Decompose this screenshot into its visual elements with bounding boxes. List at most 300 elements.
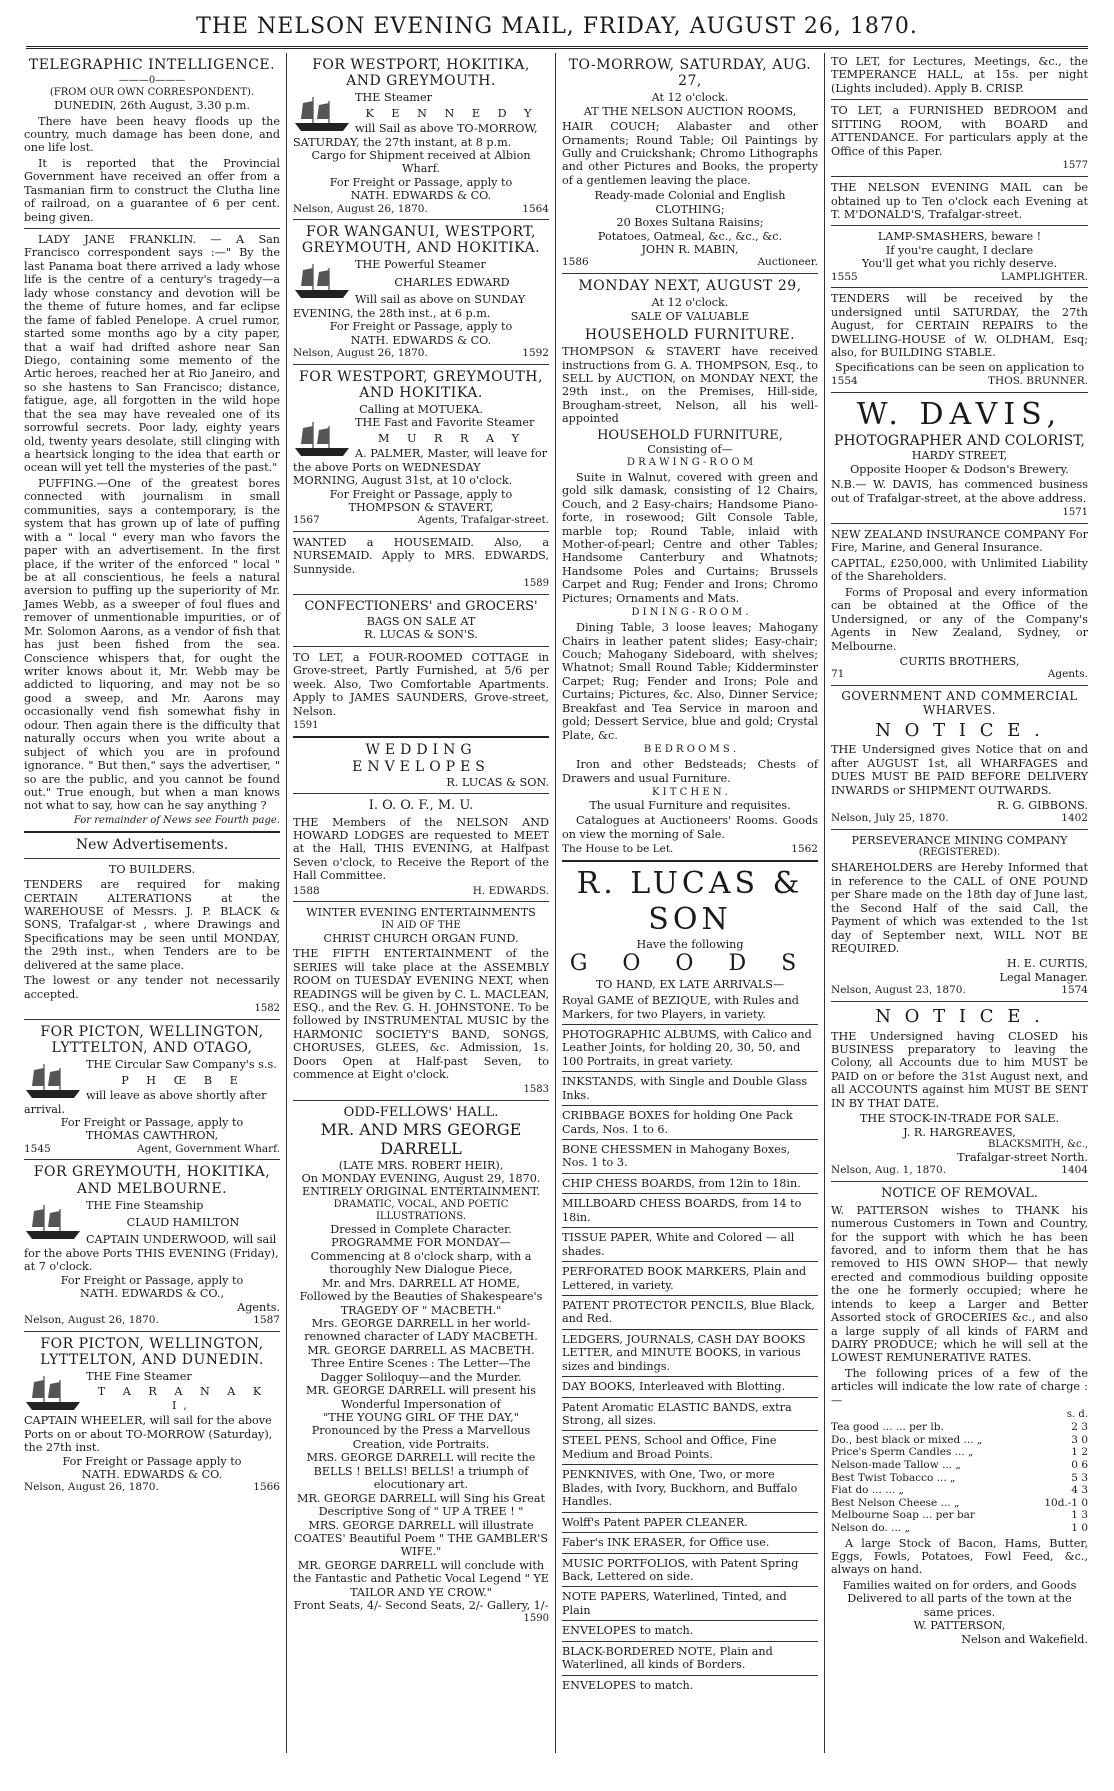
price-value: 0 6 bbox=[1071, 1459, 1088, 1472]
ad-number: 1592 bbox=[522, 347, 549, 360]
divider bbox=[562, 1430, 818, 1431]
ad-body: The following prices of a few of the articles will indicate the low rate of charge :— bbox=[831, 1366, 1088, 1407]
divider bbox=[24, 1019, 280, 1020]
ad-body: For Freight or Passage, apply to bbox=[60, 1273, 244, 1287]
ad-body: THE Fast and Favorite Steamer bbox=[355, 416, 535, 430]
ship-icon bbox=[293, 93, 351, 135]
goods-item: MILLBOARD CHESS BOARDS, from 14 to 18in. bbox=[562, 1197, 802, 1224]
price-value: 5 3 bbox=[1071, 1471, 1088, 1484]
ad-number: 1554 bbox=[831, 374, 858, 387]
ad-body: For Freight or Passage, apply to bbox=[329, 320, 513, 334]
ad-date: Nelson, August 26, 1870. bbox=[293, 202, 428, 215]
price-row bbox=[831, 1484, 1088, 1497]
davis-heading: W. DAVIS, bbox=[856, 396, 1063, 432]
ad-number: 1587 bbox=[253, 1314, 280, 1327]
price-item: Best Nelson Cheese ... „ bbox=[831, 1496, 960, 1509]
ad-number: 1577 bbox=[1062, 160, 1088, 172]
ad-heading: PERSEVERANCE MINING COMPANY bbox=[851, 833, 1068, 847]
ad-body: TO HAND, EX LATE ARRIVALS— bbox=[595, 977, 785, 991]
ad-body: Catalogues at Auctioneers' Rooms. Goods on view the morning of Sale. bbox=[562, 814, 818, 841]
goods-item: ENVELOPES to match. bbox=[562, 1624, 694, 1638]
divider bbox=[24, 1159, 280, 1160]
divider bbox=[562, 1532, 818, 1533]
divider bbox=[293, 364, 549, 365]
ad-body: will Sail as above TO-MORROW, SATURDAY, the 27th instant, at 8 p.m. bbox=[293, 122, 538, 149]
price-row bbox=[831, 1446, 1088, 1459]
goods-item: BLACK-BORDERED NOTE, Plain and Waterlined, all kinds of Borders. bbox=[562, 1644, 773, 1672]
price-item: Tea good ... ... per lb. bbox=[831, 1421, 944, 1434]
ad-body: THE Undersigned having CLOSED his BUSINESS preparatory to leaving the Colony, all Accounts due to him MUST be PAID on or before the 31st August next, and all ACCOUNTS against him MUST BE SENT IN BY THAT DATE. bbox=[831, 1029, 1088, 1110]
ad-number: 1590 bbox=[523, 1612, 549, 1624]
ad-body: For Freight or Passage, apply to bbox=[329, 487, 513, 501]
ad-heading: FOR WESTPORT, GREYMOUTH, AND HOKITIKA. bbox=[299, 368, 543, 401]
ad-body: THE Fine Steamship bbox=[86, 1198, 204, 1212]
divider bbox=[562, 1024, 818, 1025]
ad-heading: FOR WESTPORT, HOKITIKA, AND GREYMOUTH. bbox=[312, 57, 530, 90]
divider bbox=[562, 1329, 818, 1330]
price-item: Fiat do ... ... „ bbox=[831, 1484, 904, 1497]
divider bbox=[562, 1139, 818, 1140]
ad-body: (REGISTERED). bbox=[918, 847, 1001, 859]
ad-body: Iron and other Bedsteads; Chests of Drawers and usual Furniture. bbox=[562, 758, 818, 785]
goods-item: DAY BOOKS, Interleaved with Blotting. bbox=[562, 1380, 786, 1394]
ad-body: THE Steamer bbox=[355, 91, 432, 105]
divider bbox=[562, 1397, 818, 1398]
ad-body: Legal Manager. bbox=[999, 970, 1088, 984]
price-row bbox=[831, 1497, 1088, 1510]
divider bbox=[831, 176, 1088, 177]
ad-number: 1555 bbox=[831, 270, 858, 283]
ad-body: TO LET, for Lectures, Meetings, &c., the TEMPERANCE HALL, at 15s. per night (Lights included). Apply B. CRISP. bbox=[831, 55, 1088, 95]
ad-subheading: HOUSEHOLD FURNITURE, bbox=[597, 427, 783, 443]
ad-body: N.B.— W. DAVIS, has commenced business out of Trafalgar-street, at the above address. bbox=[831, 478, 1088, 505]
price-item: Nelson do. ... „ bbox=[831, 1521, 910, 1534]
ad-body: PROGRAMME FOR MONDAY— bbox=[331, 1236, 511, 1250]
divider bbox=[562, 860, 818, 862]
ad-body: MR. GEORGE DARRELL will present his Wonderful Impersonation of bbox=[306, 1384, 536, 1411]
ad-body: Agent, Government Wharf. bbox=[137, 1142, 280, 1155]
ad-body: Dining Table, 3 loose leaves; Mahogany Chairs in leather patent slides; Easy-chair; Couch; Mahogany Sideboard, with shelves; Whatnot; Small Round Table; Kidderminster Carpet; Rug; Fender and Irons; Pole and Curtains; Pictures, &c. Also, Dinner Service; Breakfast and Tea Service in maroon and gold; Dessert Service, blue and gold; Crystal Plate, &c. bbox=[562, 621, 818, 742]
ad-heading: FOR PICTON, WELLINGTON, LYTTELTON, AND OTAGO, bbox=[40, 1024, 264, 1057]
ad-body: THE NELSON EVENING MAIL can be obtained up to Ten o'clock each Evening at T. M'DONALD'S, Trafalgar-street. bbox=[831, 181, 1088, 221]
goods-item: BONE CHESSMEN in Mahogany Boxes, Nos. 1 to 3. bbox=[562, 1143, 791, 1170]
ad-body: Trafalgar-street North. bbox=[957, 1151, 1088, 1165]
divider bbox=[293, 219, 549, 220]
ad-heading: FOR PICTON, WELLINGTON, LYTTELTON, AND DUNEDIN. bbox=[40, 1335, 264, 1368]
ship-icon bbox=[24, 1372, 82, 1414]
price-row bbox=[831, 1472, 1088, 1485]
divider bbox=[293, 901, 549, 902]
ad-number: 1582 bbox=[254, 1003, 280, 1015]
ad-subheading: CHRIST CHURCH ORGAN FUND. bbox=[323, 931, 519, 945]
column-3 bbox=[556, 53, 825, 1753]
ad-body: The usual Furniture and requisites. bbox=[589, 798, 791, 812]
ad-body: The House to be Let. bbox=[562, 843, 674, 856]
goods-item: Patent Aromatic ELASTIC BANDS, extra Strong, all sizes. bbox=[562, 1400, 792, 1428]
ship-icon bbox=[293, 260, 351, 302]
ad-body: Agents. bbox=[237, 1300, 280, 1314]
ad-agent: THOMAS CAWTHRON, bbox=[85, 1129, 219, 1143]
goods-item: Wolff's Patent PAPER CLEANER. bbox=[562, 1515, 748, 1529]
ad-body: A. PALMER, Master, will leave for the above Ports on WEDNESDAY MORNING, August 31st, at 10 o'clock. bbox=[293, 447, 548, 488]
masthead-rule bbox=[26, 46, 1088, 49]
ship-name: T A R A N A K I, bbox=[97, 1385, 269, 1412]
ad-agent: CURTIS BROTHERS, bbox=[899, 654, 1020, 668]
ad-date: Nelson, August 26, 1870. bbox=[293, 347, 428, 360]
divider bbox=[831, 392, 1088, 393]
price-value: 1 2 bbox=[1071, 1446, 1088, 1459]
ad-body: TENDERS are required for making CERTAIN ALTERATIONS at the WAREHOUSE of Messrs. J. P. BLACK & SONS, Trafalgar-st , where Drawings and Specifications may be seen until MONDAY, the 29th inst., when Tenders are to be delivered at the same place. bbox=[24, 878, 280, 972]
ad-number: 1567 bbox=[293, 514, 320, 527]
goods-item: STEEL PENS, School and Office, Fine Medium and Broad Points. bbox=[562, 1434, 777, 1461]
ad-body: At 12 o'clock. bbox=[651, 296, 729, 310]
ad-body: THE Fine Steamer bbox=[86, 1369, 192, 1383]
ad-agent: NATH. EDWARDS & CO., bbox=[79, 1287, 225, 1301]
ad-body: If you're caught, I declare bbox=[885, 243, 1034, 257]
ad-body: IN AID OF THE bbox=[381, 919, 461, 931]
ad-body: The lowest or any tender not necessarily accepted. bbox=[24, 974, 280, 1001]
price-item: Melbourne Soap ... per bar bbox=[831, 1509, 975, 1522]
ad-heading: CONFECTIONERS' and GROCERS' bbox=[304, 599, 538, 615]
ad-heading: GOVERNMENT AND COMMERCIAL WHARVES. bbox=[841, 689, 1078, 717]
price-unit-header: s. d. bbox=[1066, 1409, 1088, 1421]
price-row bbox=[831, 1434, 1088, 1447]
ad-prices: Front Seats, 4/- Second Seats, 2/- Gallery, 1/- bbox=[293, 1599, 549, 1613]
goods-item: CRIBBAGE BOXES for holding One Pack Cards, Nos. 1 to 6. bbox=[562, 1109, 793, 1136]
ad-heading: FOR WANGANUI, WESTPORT, GREYMOUTH, AND HOKITIKA. bbox=[301, 224, 541, 257]
ad-body: Nelson and Wakefield. bbox=[961, 1632, 1088, 1646]
divider bbox=[831, 1001, 1088, 1002]
ad-number: 71 bbox=[831, 668, 845, 681]
notice-heading: N O T I C E . bbox=[875, 719, 1044, 741]
goods-item: TISSUE PAPER, White and Colored — all shades. bbox=[562, 1231, 795, 1258]
price-row bbox=[831, 1522, 1088, 1535]
ad-number: 1571 bbox=[1062, 507, 1088, 519]
price-item: Do., best black or mixed ... „ bbox=[831, 1433, 983, 1446]
ad-number: 1591 bbox=[293, 719, 319, 731]
ad-body: Consisting of— bbox=[647, 443, 733, 457]
divider bbox=[562, 1620, 818, 1621]
price-list bbox=[831, 1421, 1088, 1534]
ad-number: 1566 bbox=[253, 1481, 280, 1494]
ship-name: CHARLES EDWARD bbox=[394, 275, 510, 289]
ad-body: THE Members of the NELSON AND HOWARD LODGES are requested to MEET at the Hall, THIS EVENING, at Halfpast Seven o'clock, to Receive the Report of the Hall Committee. bbox=[293, 815, 549, 883]
ship-name: CLAUD HAMILTON bbox=[126, 1216, 240, 1230]
ad-body: THE Circular Saw Company's s.s. bbox=[86, 1058, 277, 1072]
divider bbox=[24, 858, 280, 859]
ad-subheading: AT THE NELSON AUCTION ROOMS, bbox=[583, 104, 797, 118]
ad-body: For Freight or Passage, apply to bbox=[329, 175, 513, 189]
lucas-heading: R. LUCAS & SON bbox=[576, 865, 804, 937]
ad-body: Ready-made Colonial and English bbox=[594, 189, 786, 203]
ad-number: 1404 bbox=[1061, 1164, 1088, 1177]
ad-agent: NATH. EDWARDS & CO. bbox=[81, 1467, 223, 1481]
ad-body: W. PATTERSON wishes to THANK his numerous Customers in Town and Country, for the support with which he has been favored, and to inform them that he has removed to HIS OWN SHOP— that newly erected and commodious building opposite the one he formerly occupied; where he intends to keep a Larger and Better Assorted stock of GROCERIES &c., and also a large supply of all kinds of FARM and DAIRY PRODUCE; which he will sell at the LOWEST REMUNERATIVE RATES. bbox=[831, 1203, 1088, 1365]
divider bbox=[562, 1641, 818, 1642]
ad-body: MRS. GEORGE DARRELL will illustrate COATES' Beautiful Poem " THE GAMBLER'S WIFE." bbox=[293, 1518, 549, 1559]
price-value: 1 0 bbox=[1071, 1521, 1088, 1534]
ad-agent: LAMPLIGHTER. bbox=[1001, 270, 1088, 283]
goods-list bbox=[562, 994, 818, 1692]
divider bbox=[831, 523, 1088, 524]
ad-body: Auctioneer. bbox=[757, 256, 818, 269]
ad-heading: WINTER EVENING ENTERTAINMENTS bbox=[306, 906, 536, 920]
ad-body: DRAMATIC, VOCAL, AND POETIC ILLUSTRATIONS. bbox=[333, 1198, 509, 1222]
ship-name: M U R R A Y bbox=[378, 431, 526, 445]
ad-body: "THE YOUNG GIRL OF THE DAY," bbox=[323, 1411, 519, 1424]
goods-item: PATENT PROTECTOR PENCILS, Blue Black, and Red. bbox=[562, 1298, 815, 1326]
ad-body: MRS. GEORGE DARRELL will recite the BELLS ! BELLS! BELLS! a triumph of elocutionary art. bbox=[306, 1451, 536, 1492]
ad-agent: THOMPSON & STAVERT, bbox=[348, 500, 494, 514]
ad-body: Agents, Trafalgar-street. bbox=[417, 514, 549, 527]
goods-item: CHIP CHESS BOARDS, from 12in to 18in. bbox=[562, 1176, 801, 1190]
ad-number: 1588 bbox=[293, 884, 320, 897]
ad-body: LAMP-SMASHERS, beware ! bbox=[877, 230, 1042, 244]
ad-body: TO LET, a FOUR-ROOMED COTTAGE in Grove-street, Partly Furnished, at 5/6 per week. Also, Two Comfortable Apartments. Apply to JAMES SAUNDERS, Grove-street, Nelson. bbox=[293, 650, 549, 718]
ad-body: Commencing at 8 o'clock sharp, with a thoroughly New Dialogue Piece, bbox=[310, 1249, 532, 1277]
ad-date: Nelson, Aug. 1, 1870. bbox=[831, 1164, 947, 1177]
divider bbox=[831, 1181, 1088, 1182]
ad-date: Nelson, August 26, 1870. bbox=[24, 1481, 159, 1494]
ad-body: NEW ZEALAND INSURANCE COMPANY For Fire, Marine, and General Insurance. bbox=[831, 528, 1088, 555]
ad-body: CAPTAIN WHEELER, will sail for the above Ports on or about TO-MORROW (Saturday), the 27th inst. bbox=[24, 1414, 273, 1455]
ad-body: SHAREHOLDERS are Hereby Informed that in reference to the CALL of ONE POUND per Share made on the 18th day of June last, the Second Half of the said Call, the Payment of which was extended to the 1st day of September next, WILL NOT BE REQUIRED. bbox=[831, 861, 1088, 956]
ad-body: Dressed in Complete Character. bbox=[330, 1222, 512, 1236]
divider bbox=[293, 1100, 549, 1101]
news-paragraph: PUFFING.—One of the greatest bores connected with journalism in small communities, says a contemporary, is the system that has grown up of late of puffing with a " local " every man who favors the paper with an advertisement. In the first place, if the writer of the enforced " local " be at all conscientious, he feels a natural aversion to puffing up the superiority of Mr. James Webb, as a sweeper of foul flues and remover of unmentionable impurities, or of Mr. Solomon Aarons, as a vendor of fish that has just been fished from the sea. Conscience whispers that, for ought the writer knows about it, Mr. Webb may be addicted to liquoring, and may not be so good a sweep, and Mr. Aarons may occasionally vend fish somewhat fishy in odour. Then again there is the difficulty that naturally occurs when you write about a subject of which you are in profound ignorance. " But then," says the advertiser, " so are the public, and you cannot be found out." True enough, but when a man knows not what to say, how can he say anything ? bbox=[24, 476, 280, 813]
divider bbox=[562, 1105, 818, 1106]
goods-item: ENVELOPES to match. bbox=[562, 1678, 694, 1692]
ship-icon bbox=[293, 418, 351, 460]
ad-number: 1402 bbox=[1061, 812, 1088, 825]
divider bbox=[562, 1071, 818, 1072]
news-paragraph: It is reported that the Provincial Government have received an offer from a Tasmanian firm to construct the Clutha line of railroad, on a guarantee of 6 per cent. being given. bbox=[24, 156, 280, 224]
ad-agent: R. G. GIBBONS. bbox=[997, 798, 1088, 812]
divider bbox=[831, 287, 1088, 288]
column-4 bbox=[825, 53, 1094, 1753]
price-row bbox=[831, 1509, 1088, 1522]
ad-body: At 12 o'clock. bbox=[651, 91, 729, 105]
divider bbox=[831, 225, 1088, 226]
price-item: Nelson-made Tallow ... „ bbox=[831, 1459, 961, 1472]
ship-name: K E N N E D Y bbox=[365, 106, 539, 120]
goods-item: PHOTOGRAPHIC ALBUMS, with Calico and Leather Joints, for holding 20, 30, 50, and 100 Portraits, in great variety. bbox=[562, 1027, 812, 1068]
divider bbox=[562, 1376, 818, 1377]
ship-icon bbox=[24, 1060, 82, 1102]
column-1 bbox=[18, 53, 287, 1753]
ad-number: 1589 bbox=[523, 578, 549, 590]
divider bbox=[24, 1331, 280, 1332]
goods-item: Faber's INK ERASER, for Office use. bbox=[562, 1536, 770, 1550]
divider bbox=[562, 1193, 818, 1194]
ad-number: 1564 bbox=[522, 202, 549, 215]
ship-icon bbox=[24, 1201, 82, 1243]
ad-subheading: HOUSEHOLD FURNITURE. bbox=[584, 327, 796, 343]
ad-body: Forms of Proposal and every information can be obtained at the Office of the Undersigned, or any of the Company's Agents in New Zealand, Sydney, or Melbourne. bbox=[831, 585, 1088, 653]
divider bbox=[562, 1173, 818, 1174]
goods-item: MUSIC PORTFOLIOS, with Patent Spring Back, Lettered on side. bbox=[562, 1556, 799, 1583]
divider bbox=[562, 1675, 818, 1676]
ad-date: Nelson, July 25, 1870. bbox=[831, 812, 949, 825]
price-item: Price's Sperm Candles ... „ bbox=[831, 1446, 974, 1459]
ad-body: BAGS ON SALE AT bbox=[366, 614, 476, 628]
ad-body: Specifications can be seen on application to bbox=[834, 361, 1085, 375]
ad-body: CAPTAIN UNDERWOOD, will sail for the above Ports THIS EVENING (Friday), at 7 o'clock. bbox=[24, 1233, 279, 1274]
ad-date: Nelson, August 23, 1870. bbox=[831, 984, 966, 997]
room-heading: K I T C H E N . bbox=[652, 786, 728, 798]
ad-agent: J. R. HARGREAVES, bbox=[903, 1125, 1016, 1139]
ad-agent: H. EDWARDS. bbox=[472, 884, 549, 897]
divider bbox=[562, 1295, 818, 1296]
divider bbox=[562, 1586, 818, 1587]
ad-heading: NOTICE OF REMOVAL. bbox=[881, 1186, 1038, 1202]
price-value: 2 3 bbox=[1071, 1421, 1088, 1434]
ad-body: On MONDAY EVENING, August 29, 1870. bbox=[301, 1172, 541, 1185]
goods-item: LEDGERS, JOURNALS, CASH DAY BOOKS LETTER, and MINUTE BOOKS, in various sizes and bindings. bbox=[562, 1332, 806, 1373]
ad-number: 1583 bbox=[523, 1083, 549, 1095]
column-2 bbox=[287, 53, 556, 1753]
divider bbox=[293, 594, 549, 595]
ad-subheading: PHOTOGRAPHER AND COLORIST, bbox=[834, 432, 1085, 449]
ad-body: For Freight or Passage apply to bbox=[62, 1454, 242, 1468]
ad-body: Have the following bbox=[636, 937, 744, 951]
ad-agent: H. E. CURTIS, bbox=[1006, 957, 1088, 971]
ad-body: You'll get what you richly deserve. bbox=[861, 257, 1058, 271]
goods-heading: G O O D S bbox=[569, 951, 811, 977]
price-value: 10d.-1 0 bbox=[1044, 1496, 1088, 1509]
ad-heading: ODD-FELLOWS' HALL. bbox=[343, 1104, 499, 1120]
divider bbox=[562, 273, 818, 274]
ad-body: Three Entire Scenes : The Letter—The Dagger Soliloquy—and the Murder. bbox=[311, 1357, 531, 1384]
masthead: THE NELSON EVENING MAIL, FRIDAY, AUGUST 26, 1870. bbox=[196, 14, 918, 39]
ad-body: THE Powerful Steamer bbox=[355, 258, 486, 272]
ad-body: Cargo for Shipment received at Albion Wharf. bbox=[311, 148, 531, 176]
divider bbox=[24, 228, 280, 229]
ad-body: THOMPSON & STAVERT have received instructions from G. A. THOMPSON, Esq., to SELL by AUCTION, on MONDAY NEXT, the 29th inst., on the Premises, Hill-side, Brougham-street, Nelson, all his well-appointed bbox=[562, 345, 818, 426]
ad-body: For Freight or Passage, apply to bbox=[60, 1115, 244, 1129]
ad-body: SALE OF VALUABLE bbox=[630, 309, 750, 323]
goods-item: INKSTANDS, with Single and Double Glass Inks. bbox=[562, 1075, 808, 1102]
notice-heading: N O T I C E . bbox=[875, 1005, 1044, 1027]
divider bbox=[293, 646, 549, 647]
ad-agent: R. LUCAS & SON. bbox=[446, 775, 549, 789]
ad-body: Opposite Hooper & Dodson's Brewery. bbox=[850, 462, 1069, 476]
ad-body: MR. GEORGE DARRELL will Sing his Great Descriptive Song of " UP A TREE ! " bbox=[296, 1491, 545, 1519]
ad-body: Will sail as above on SUNDAY EVENING, the 28th inst., at 6 p.m. bbox=[293, 293, 526, 320]
room-heading: D R A W I N G - R O O M bbox=[626, 456, 754, 468]
ad-agent: NATH. EDWARDS & CO. bbox=[350, 333, 492, 347]
ad-body: HARDY STREET, bbox=[911, 449, 1008, 463]
ad-heading: I. O. O. F., M. U. bbox=[368, 797, 474, 813]
ad-heading: TO-MORROW, SATURDAY, AUG. 27, bbox=[568, 57, 812, 90]
ad-number: 1562 bbox=[791, 843, 818, 856]
ad-body: Suite in Walnut, covered with green and gold silk damask, consisting of 12 Chairs, Couch, and 2 Easy-chairs; Handsome Piano-forte, in rosewood; Gilt Console Table, marble top; Round Table, inlaid with Mother-of-pearl; Centre and other Tables; Handsome Canterbury and Whatnots; Handsome Poles and Curtains; Brussels Carpet and Rug; Fender and Irons; Chromo Pictures; Ornaments and Mats. bbox=[562, 470, 818, 605]
price-row bbox=[831, 1459, 1088, 1472]
price-item: Best Twist Tobacco ... „ bbox=[831, 1471, 956, 1484]
divider-o: ———0——— bbox=[118, 75, 186, 87]
ad-body: MR. GEORGE DARRELL AS MACBETH. bbox=[307, 1343, 535, 1357]
price-value: 1 3 bbox=[1071, 1509, 1088, 1522]
ad-heading: WEDDING ENVELOPES bbox=[352, 741, 490, 775]
divider bbox=[293, 793, 549, 794]
ad-body: TO LET, a FURNISHED BEDROOM and SITTING ROOM, with BOARD and ATTENDANCE. For particulars apply at the Office of this Paper. bbox=[831, 104, 1088, 158]
ad-body: (LATE MRS. ROBERT HEIR), bbox=[338, 1158, 504, 1172]
room-heading: D I N I N G - R O O M . bbox=[631, 607, 749, 619]
divider bbox=[562, 1261, 818, 1262]
ad-body: will leave as above shortly after arrival. bbox=[24, 1089, 267, 1116]
divider bbox=[562, 1227, 818, 1228]
goods-item: PERFORATED BOOK MARKERS, Plain and Lettered, in variety. bbox=[562, 1265, 807, 1292]
divider bbox=[562, 1512, 818, 1513]
ad-number: 1586 bbox=[562, 256, 589, 269]
ad-body: Pronounced by the Press a Marvellous Creation, vide Portraits. bbox=[311, 1424, 531, 1451]
ad-heading: TO BUILDERS. bbox=[108, 862, 196, 876]
price-row bbox=[831, 1421, 1088, 1434]
ad-body: CLOTHING; bbox=[655, 202, 725, 216]
ad-number: 1545 bbox=[24, 1142, 51, 1155]
ad-agent: JOHN R. MABIN, bbox=[641, 243, 739, 256]
goods-item: NOTE PAPERS, Waterlined, Tinted, and Plain bbox=[562, 1590, 787, 1617]
ad-body: MR. GEORGE DARRELL will conclude with the Fantastic and Pathetic Vocal Legend " YE TAILOR AND YE CROW." bbox=[293, 1558, 549, 1599]
ad-date: Nelson, August 26, 1870. bbox=[24, 1314, 159, 1327]
ad-body: CAPITAL, £250,000, with Unlimited Liability of the Shareholders. bbox=[831, 556, 1088, 584]
ship-name: P H Œ B E bbox=[121, 1073, 245, 1087]
divider bbox=[562, 1553, 818, 1554]
ad-body: 20 Boxes Sultana Raisins; bbox=[616, 216, 764, 230]
remainder-note: For remainder of News see Fourth page. bbox=[73, 814, 280, 826]
ad-body: BLACKSMITH, &c., bbox=[988, 1139, 1088, 1151]
ad-number: 1574 bbox=[1061, 984, 1088, 997]
ad-subheading: Calling at MOTUEKA. bbox=[359, 402, 483, 416]
divider bbox=[24, 831, 280, 833]
news-paragraph: LADY JANE FRANKLIN. — A San Francisco correspondent says :—" By the last Panama boat there arrived a lady whose life is the centre of a century's tragedy—a lady whose constancy and devotion will be the theme of future homes, and far eclipse the fame of fabled Penelope. A cruel rumor, started some months ago by a city paper, that a waif had drifted ashore near San Diego, containing some memento of the Artic heroes, reached her at Rio Janeiro, and so she hastens to San Francisco; distance, fatigue, age, all forgotten in the wild hope that the sea may have revealed one of its sorrowful secrets. Poor lady, eighty years old, twenty years desolate, still clinging with a heartsick longing to the idea that earth or ocean will yet tell the mysteries of the past." bbox=[24, 233, 280, 475]
divider bbox=[293, 736, 549, 738]
ad-body: WANTED a HOUSEMAID. Also, a NURSEMAID. Apply to MRS. EDWARDS, Sunnyside. bbox=[293, 535, 549, 576]
ad-body: Followed by the Beauties of Shakespeare's TRAGEDY OF " MACBETH." bbox=[299, 1290, 543, 1317]
ad-body: Mrs. GEORGE DARRELL in her world-renowned character of LADY MACBETH. bbox=[304, 1316, 538, 1344]
ad-body: Families waited on for orders, and Goods Delivered to all parts of the town at the same prices. bbox=[842, 1578, 1077, 1619]
price-value: 3 0 bbox=[1071, 1433, 1088, 1446]
ad-body: THE FIFTH ENTERTAINMENT of the SERIES will take place at the ASSEMBLY ROOM on TUESDAY EVENING NEXT, when READINGS will be given by C. L. MACLEAN, ESQ., and the Rev. G. H. JOHNSTONE. To be followed by INSTRUMENTAL MUSIC by the HARMONIC SOCIETY'S BAND, SONGS, CHORUSES, GLEES, &c. Admission, 1s. Doors Open at Half-past Seven, to commence at Eight o'clock. bbox=[293, 947, 549, 1082]
ad-agent: R. LUCAS & SON'S. bbox=[364, 628, 478, 642]
ad-body: Potatoes, Oatmeal, &c., &c., &c. bbox=[597, 229, 783, 243]
news-paragraph: There have been heavy floods up the country, much damage has been done, and one life lost. bbox=[24, 114, 280, 155]
goods-item: Royal GAME of BEZIQUE, with Rules and Markers, for two Players, in variety. bbox=[562, 994, 799, 1021]
divider bbox=[293, 531, 549, 532]
divider bbox=[831, 685, 1088, 686]
ad-agent: THOS. BRUNNER. bbox=[987, 374, 1088, 387]
ad-body: A large Stock of Bacon, Hams, Butter, Eggs, Fowls, Potatoes, Fowl Feed, &c., always on hand. bbox=[831, 1536, 1088, 1577]
divider bbox=[831, 829, 1088, 830]
dateline: DUNEDIN, 26th August, 3.30 p.m. bbox=[54, 99, 250, 113]
new-advertisements-heading: New Advertisements. bbox=[75, 836, 229, 853]
ad-body: HAIR COUCH; Alabaster and other Ornaments; Round Table; Oil Paintings by Gully and Cruickshank; Chromo Lithographs and other Pictures and Books, the property of a gentlemen leaving the place. bbox=[562, 120, 818, 187]
divider bbox=[831, 99, 1088, 100]
ad-heading: FOR GREYMOUTH, HOKITIKA, AND MELBOURNE. bbox=[33, 1164, 271, 1197]
ad-heading: MONDAY NEXT, AUGUST 29, bbox=[578, 278, 802, 295]
performer-names: MR. AND MRS GEORGE DARRELL bbox=[320, 1120, 522, 1159]
ad-body: THE Undersigned gives Notice that on and after AUGUST 1st, all WHARFAGES and DUES MUST BE PAID BEFORE DELIVERY INWARDS or SHIPMENT OUTWARDS. bbox=[831, 743, 1088, 797]
ad-agent: W. PATTERSON, bbox=[913, 1619, 1006, 1633]
ad-body: ENTIRELY ORIGINAL ENTERTAINMENT. bbox=[301, 1185, 541, 1199]
ad-body: Agents. bbox=[1047, 668, 1088, 681]
telegraphic-heading: TELEGRAPHIC INTELLIGENCE. bbox=[28, 57, 276, 73]
ad-body: Mr. and Mrs. DARRELL AT HOME, bbox=[321, 1276, 520, 1290]
room-heading: B E D R O O M S . bbox=[643, 744, 737, 756]
ad-body: TENDERS will be received by the undersigned until SATURDAY, the 27th August, for CERTAIN REPAIRS to the DWELLING-HOUSE of W. OLDHAM, Esq; also, for BUILDING STABLE. bbox=[831, 292, 1088, 360]
goods-item: PENKNIVES, with One, Two, or more Blades, with Ivory, Buckhorn, and Buffalo Handles. bbox=[562, 1468, 798, 1509]
columns bbox=[18, 53, 1096, 1753]
